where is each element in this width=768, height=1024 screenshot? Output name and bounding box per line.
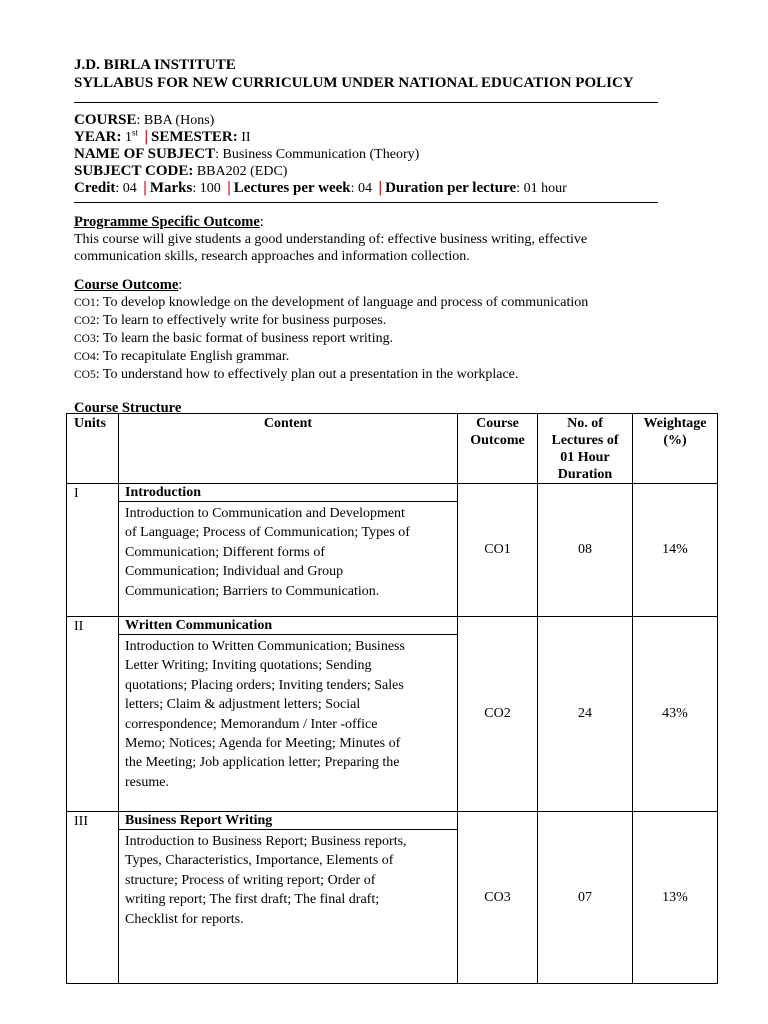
content-header: Content bbox=[119, 414, 458, 484]
course-outcome-cell: CO3 bbox=[458, 812, 538, 984]
subject-value: Business Communication (Theory) bbox=[222, 147, 420, 162]
co-item: CO5: To understand how to effectively plan out a presentation in the workplace. bbox=[74, 367, 519, 382]
co-item: CO2: To learn to effectively write for business purposes. bbox=[74, 313, 387, 328]
unit-topic: Introduction bbox=[119, 484, 457, 502]
duration-value: 01 hour bbox=[523, 181, 567, 196]
marks-label: Marks bbox=[149, 180, 193, 196]
header-divider bbox=[74, 102, 658, 103]
pso-heading: Programme Specific Outcome bbox=[74, 214, 260, 230]
outcome-header: Course Outcome bbox=[458, 414, 538, 484]
lectures-label: Lectures per week bbox=[233, 180, 351, 196]
unit-number: I bbox=[67, 484, 119, 617]
year-value: 1 bbox=[125, 130, 132, 145]
pso-heading-line: Programme Specific Outcome: bbox=[74, 214, 264, 230]
unit-description: Introduction to Business Report; Business reports, Types, Characteristics, Importance, Elements of structure; Process of writing report; Order of writing report; The first draft; The final draft; Checklist for reports. bbox=[125, 834, 407, 927]
unit-topic: Written Communication bbox=[119, 617, 457, 635]
co-item: CO1: To develop knowledge on the development of language and process of communication bbox=[74, 295, 589, 310]
course-structure-table bbox=[66, 413, 718, 984]
credit-line: Credit: 04 | Marks: 100 | Lectures per week: 04 | Duration per lecture: 01 hour bbox=[74, 179, 567, 196]
semester-label: SEMESTER: bbox=[151, 129, 238, 145]
unit-number: II bbox=[67, 617, 119, 812]
weightage-cell: 43% bbox=[633, 617, 718, 812]
marks-value: 100 bbox=[199, 181, 221, 196]
code-label: SUBJECT CODE: bbox=[74, 163, 194, 179]
separator: | bbox=[144, 128, 149, 145]
syllabus-page bbox=[74, 56, 658, 417]
lectures-cell: 07 bbox=[538, 812, 633, 984]
course-outcome-heading-line: Course Outcome: bbox=[74, 277, 183, 293]
subject-label: NAME OF SUBJECT bbox=[74, 146, 216, 162]
subject-line: NAME OF SUBJECT: Business Communication (Theory) bbox=[74, 146, 420, 162]
lectures-cell: 08 bbox=[538, 484, 633, 617]
year-line bbox=[74, 129, 658, 146]
table-row bbox=[67, 617, 718, 812]
content-cell bbox=[119, 812, 458, 984]
table-header-row bbox=[67, 414, 718, 484]
course-outcome-cell: CO2 bbox=[458, 617, 538, 812]
separator: | bbox=[378, 179, 383, 196]
weightage-cell: 14% bbox=[633, 484, 718, 617]
institute-title: J.D. BIRLA INSTITUTE bbox=[74, 57, 236, 73]
semester-value: II bbox=[241, 130, 251, 145]
content-cell bbox=[119, 484, 458, 617]
meta-divider bbox=[74, 202, 658, 203]
code-value: BBA202 (EDC) bbox=[196, 164, 288, 179]
table-row bbox=[67, 484, 718, 617]
separator: | bbox=[227, 179, 231, 196]
unit-number: III bbox=[67, 812, 119, 984]
lectures-cell: 24 bbox=[538, 617, 633, 812]
content-cell bbox=[119, 617, 458, 812]
unit-description: Introduction to Written Communication; Business Letter Writing; Inviting quotations; Sending quotations; Placing orders; Inviting tenders; Sales letters; Claim & adjustment letters; Social correspondence; Memorandum / Inter -office Memo; Notices; Agenda for Meeting; Minutes of the Meeting; Job application letter; Preparing the resume. bbox=[125, 639, 405, 790]
year-sup: st bbox=[132, 127, 139, 138]
year-label: YEAR: bbox=[74, 129, 122, 145]
course-line: COURSE: BBA (Hons) bbox=[74, 112, 215, 128]
code-line bbox=[74, 163, 658, 180]
units-header: Units bbox=[67, 414, 119, 484]
course-label: COURSE bbox=[74, 112, 137, 128]
table-row bbox=[67, 812, 718, 984]
syllabus-subtitle: SYLLABUS FOR NEW CURRICULUM UNDER NATIONAL EDUCATION POLICY bbox=[74, 75, 634, 91]
course-outcome-cell: CO1 bbox=[458, 484, 538, 617]
duration-label: Duration per lecture bbox=[385, 180, 517, 196]
co-item: CO3: To learn the basic format of business report writing. bbox=[74, 331, 394, 346]
separator: | bbox=[143, 179, 147, 196]
course-value: BBA (Hons) bbox=[143, 113, 215, 128]
credit-value: 04 bbox=[122, 181, 137, 196]
course-outcome-heading: Course Outcome bbox=[74, 277, 179, 293]
co-item: CO4: To recapitulate English grammar. bbox=[74, 349, 290, 364]
unit-topic: Business Report Writing bbox=[119, 812, 457, 830]
pso-text-line-1: This course will give students a good understanding of: effective business writing, effective bbox=[74, 232, 588, 247]
lectures-value: 04 bbox=[358, 181, 373, 196]
unit-description: Introduction to Communication and Development of Language; Process of Communication; Types of Communication; Different forms of Communication; Individual and Group Communication; Barriers to Communication. bbox=[125, 506, 410, 599]
weightage-header: Weightage (%) bbox=[633, 414, 718, 484]
course-structure-heading: Course Structure bbox=[74, 400, 182, 416]
lectures-header: No. of Lectures of 01 Hour Duration bbox=[538, 414, 633, 484]
credit-label: Credit bbox=[74, 180, 116, 196]
weightage-cell: 13% bbox=[633, 812, 718, 984]
pso-text-line-2: communication skills, research approaches and information collection. bbox=[74, 249, 470, 264]
